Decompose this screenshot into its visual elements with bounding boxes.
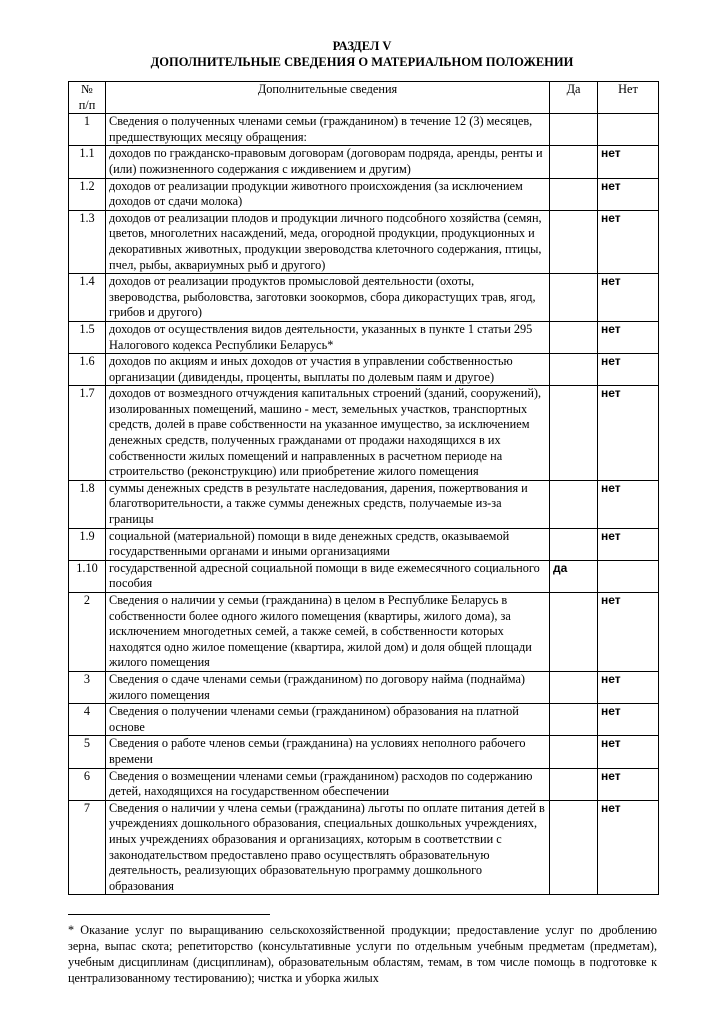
section-title: ДОПОЛНИТЕЛЬНЫЕ СВЕДЕНИЯ О МАТЕРИАЛЬНОМ ПОЛОЖЕНИИ — [150, 55, 574, 69]
row-number: 1.10 — [69, 560, 106, 592]
row-description: государственной адресной социальной помощи в виде ежемесячного социального пособия — [106, 560, 550, 592]
row-description: социальной (материальной) помощи в виде денежных средств, оказываемой государственными органами и иными организациями — [106, 528, 550, 560]
answer-yes[interactable] — [550, 354, 598, 386]
answer-no[interactable]: нет — [598, 274, 659, 322]
row-description: Сведения о наличии у семьи (гражданина) в целом в Республике Беларусь в собственности более одного жилого помещения (квартиры, жилого дома), за исключением многодетных семей, а также семей, в собственности которых находятся одно жилое помещение (квартира, жилой дом) и доля общей площади жилого помещения — [106, 593, 550, 672]
table-row — [69, 274, 659, 322]
row-number: 5 — [69, 736, 106, 768]
answer-yes[interactable] — [550, 768, 598, 800]
answer-no[interactable]: нет — [598, 386, 659, 481]
answer-no[interactable]: нет — [598, 736, 659, 768]
answer-no[interactable]: нет — [598, 768, 659, 800]
table-row — [69, 210, 659, 273]
row-description: суммы денежных средств в результате наследования, дарения, пожертвования и благотворительности, а также суммы денежных средств, получаемые из-за границы — [106, 480, 550, 528]
table-row — [69, 768, 659, 800]
answer-yes[interactable] — [550, 386, 598, 481]
answer-no[interactable]: нет — [598, 354, 659, 386]
answer-yes[interactable] — [550, 146, 598, 178]
answer-no[interactable]: нет — [598, 800, 659, 895]
header-no: Нет — [598, 82, 659, 114]
section-number: РАЗДЕЛ V — [332, 39, 392, 53]
table-row — [69, 178, 659, 210]
row-description: доходов от реализации продукции животного происхождения (за исключением доходов от сдачи молока) — [106, 178, 550, 210]
answer-yes[interactable] — [550, 736, 598, 768]
footnote-separator — [68, 914, 270, 915]
additional-info-table — [68, 81, 659, 895]
answer-no[interactable]: нет — [598, 178, 659, 210]
answer-yes[interactable] — [550, 704, 598, 736]
answer-no[interactable]: нет — [598, 593, 659, 672]
table-row — [69, 146, 659, 178]
row-number: 1.8 — [69, 480, 106, 528]
answer-yes[interactable] — [550, 114, 598, 146]
answer-yes[interactable]: да — [550, 560, 598, 592]
table-row — [69, 593, 659, 672]
header-description: Дополнительные сведения — [106, 82, 550, 114]
row-number: 3 — [69, 671, 106, 703]
row-description: Сведения о возмещении членами семьи (гражданином) расходов по содержанию детей, находящихся на государственном обеспечении — [106, 768, 550, 800]
table-row — [69, 736, 659, 768]
row-number: 1.1 — [69, 146, 106, 178]
answer-no[interactable] — [598, 114, 659, 146]
row-description: Сведения о работе членов семьи (гражданина) на условиях неполного рабочего времени — [106, 736, 550, 768]
answer-no[interactable]: нет — [598, 704, 659, 736]
row-number: 1.9 — [69, 528, 106, 560]
table-row — [69, 321, 659, 353]
row-description: Сведения о сдаче членами семьи (гражданином) по договору найма (поднайма) жилого помещения — [106, 671, 550, 703]
header-yes: Да — [550, 82, 598, 114]
row-number: 1.2 — [69, 178, 106, 210]
table-row — [69, 114, 659, 146]
answer-no[interactable]: нет — [598, 210, 659, 273]
answer-yes[interactable] — [550, 480, 598, 528]
row-description: доходов от реализации продуктов промысловой деятельности (охоты, звероводства, рыболовства, заготовки зоокормов, сбора дикорастущих трав, ягод, грибов и другого) — [106, 274, 550, 322]
row-description: доходов от возмездного отчуждения капитальных строений (зданий, сооружений), изолированных помещений, машино - мест, земельных участков, транспортных средств, долей в праве собственности на указанное имущество, за исключением денежных средств, полученных гражданами от продажи находящихся в их собственности жилых помещений и направленных в расчетном периоде на строительство (реконструкцию) или приобретение жилого помещения — [106, 386, 550, 481]
answer-no[interactable]: нет — [598, 146, 659, 178]
row-number: 1.4 — [69, 274, 106, 322]
answer-no[interactable]: нет — [598, 480, 659, 528]
row-description: доходов по гражданско-правовым договорам (договорам подряда, аренды, ренты и (или) пожизненного содержания с иждивением и другим) — [106, 146, 550, 178]
footnote: * Оказание услуг по выращиванию сельскохозяйственной продукции; предоставление услуг по дроблению зерна, выпас скота; репетиторство (консультативные услуги по отдельным учебным предметам (предметам), учебным дисциплинам (дисциплинам), образовательным областям, темам, в том числе помощь в подготовке к централизованному тестированию); чистка и уборка жилых — [68, 923, 657, 985]
row-number: 2 — [69, 593, 106, 672]
answer-yes[interactable] — [550, 593, 598, 672]
table-row — [69, 528, 659, 560]
table-row — [69, 800, 659, 895]
row-number: 1.5 — [69, 321, 106, 353]
row-number: 1 — [69, 114, 106, 146]
row-number: 1.7 — [69, 386, 106, 481]
answer-yes[interactable] — [550, 528, 598, 560]
row-number: 6 — [69, 768, 106, 800]
answer-yes[interactable] — [550, 671, 598, 703]
answer-no[interactable]: нет — [598, 671, 659, 703]
answer-no[interactable]: нет — [598, 528, 659, 560]
section-heading — [0, 38, 724, 70]
answer-yes[interactable] — [550, 321, 598, 353]
row-number: 4 — [69, 704, 106, 736]
row-description: Сведения о получении членами семьи (гражданином) образования на платной основе — [106, 704, 550, 736]
row-number: 1.6 — [69, 354, 106, 386]
table-row — [69, 560, 659, 592]
table-row — [69, 671, 659, 703]
header-number-abbr: п/п — [78, 97, 96, 112]
row-description: доходов от реализации плодов и продукции личного подсобного хозяйства (семян, цветов, многолетних насаждений, меда, огородной продукции, продукционных и декоративных животных, продукции звероводства клеточного содержания, птицы, пчел, рыбы, аквариумных рыб и другого) — [106, 210, 550, 273]
table-row — [69, 354, 659, 386]
answer-yes[interactable] — [550, 274, 598, 322]
header-number-symbol: № — [81, 82, 93, 96]
row-number: 7 — [69, 800, 106, 895]
answer-no[interactable]: нет — [598, 321, 659, 353]
table-row — [69, 480, 659, 528]
row-description: доходов по акциям и иных доходов от участия в управлении собственностью организации (дивиденды, проценты, выплаты по долевым паям и другое) — [106, 354, 550, 386]
row-number: 1.3 — [69, 210, 106, 273]
table-row — [69, 704, 659, 736]
header-number — [69, 82, 106, 114]
table-header-row — [69, 82, 659, 114]
answer-yes[interactable] — [550, 210, 598, 273]
row-description: Сведения о наличии у члена семьи (гражданина) льготы по оплате питания детей в учреждениях дошкольного образования, специальных дошкольных учреждениях, иных учреждениях образования и организациях, которым в соответствии с законодательством предоставлено право осуществлять образовательную деятельность, реализующих образовательную программу дошкольного образования — [106, 800, 550, 895]
answer-yes[interactable] — [550, 800, 598, 895]
answer-no[interactable] — [598, 560, 659, 592]
row-description: доходов от осуществления видов деятельности, указанных в пункте 1 статьи 295 Налогового кодекса Республики Беларусь* — [106, 321, 550, 353]
answer-yes[interactable] — [550, 178, 598, 210]
row-description: Сведения о полученных членами семьи (гражданином) в течение 12 (3) месяцев, предшествующих месяцу обращения: — [106, 114, 550, 146]
table-row — [69, 386, 659, 481]
